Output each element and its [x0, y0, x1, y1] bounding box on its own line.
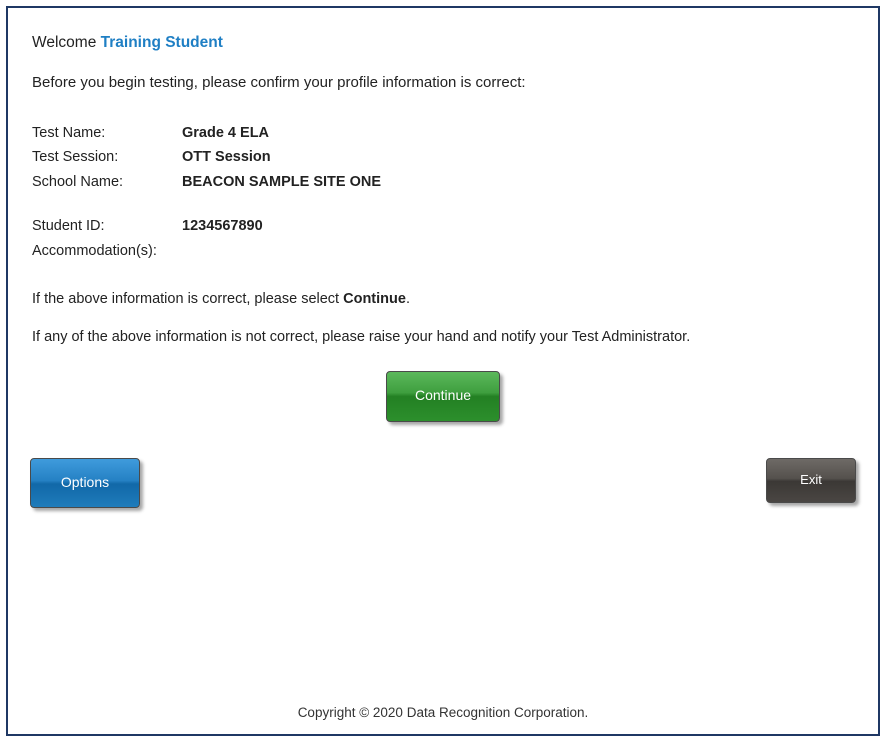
table-row	[32, 121, 381, 145]
confirm-prefix: If the above information is correct, please select	[32, 291, 344, 308]
school-name-value: BEACON SAMPLE SITE ONE	[182, 173, 381, 190]
test-session-value: OTT Session	[182, 149, 271, 166]
notify-line: If any of the above information is not correct, please raise your hand and notify your Test Administrator.	[32, 329, 691, 346]
student-id-value: 1234567890	[182, 218, 263, 235]
confirm-action-word: Continue	[343, 291, 406, 308]
table-row	[32, 214, 381, 238]
continue-button-container	[32, 371, 854, 421]
confirm-line	[32, 291, 854, 307]
accommodations-value	[182, 239, 381, 263]
exit-button[interactable]: Exit	[766, 458, 856, 503]
spacer-cell	[32, 194, 381, 214]
table-row	[32, 170, 381, 194]
confirm-suffix: .	[405, 291, 410, 308]
test-session-label: Test Session:	[32, 149, 119, 166]
accommodations-label: Accommodation(s):	[32, 242, 157, 259]
student-id-label: Student ID:	[32, 218, 105, 235]
continue-button[interactable]: Continue	[386, 371, 500, 421]
welcome-line	[32, 34, 854, 52]
options-button[interactable]: Options	[30, 458, 140, 508]
test-login-window	[6, 6, 880, 736]
welcome-prefix: Welcome	[32, 34, 101, 51]
spacer-row	[32, 194, 381, 214]
test-name-label: Test Name:	[32, 125, 106, 141]
school-name-label: School Name:	[32, 173, 124, 190]
table-row	[32, 239, 381, 263]
copyright-footer: Copyright © 2020 Data Recognition Corporation.	[297, 705, 589, 720]
confirmation-panel	[8, 8, 878, 734]
profile-info-table	[32, 121, 381, 263]
table-row	[32, 145, 381, 169]
instruction-text: Before you begin testing, please confirm your profile information is correct:	[32, 74, 526, 91]
test-name-value: Grade 4 ELA	[182, 125, 270, 141]
student-name: Training Student	[100, 34, 223, 51]
